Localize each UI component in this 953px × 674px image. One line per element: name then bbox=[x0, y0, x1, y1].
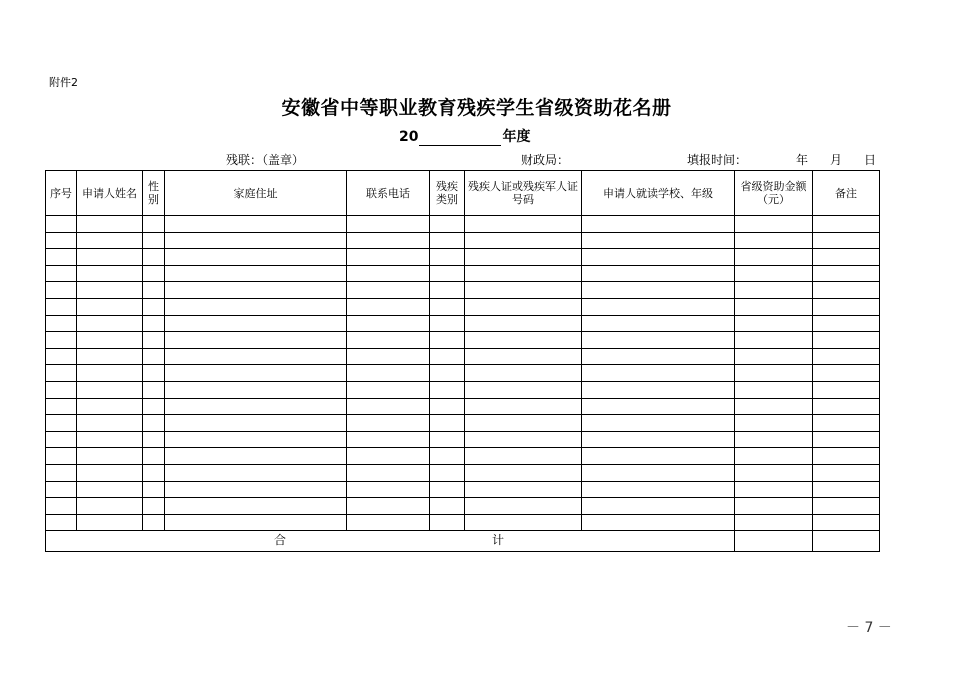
table-cell[interactable] bbox=[347, 464, 430, 481]
table-cell[interactable] bbox=[430, 431, 465, 448]
table-cell[interactable] bbox=[465, 282, 582, 299]
total-row bbox=[46, 531, 880, 552]
table-cell[interactable] bbox=[77, 315, 143, 332]
table-row bbox=[46, 481, 880, 498]
table-cell[interactable] bbox=[46, 332, 77, 349]
total-remarks-cell[interactable] bbox=[813, 531, 880, 552]
table-cell[interactable] bbox=[582, 431, 735, 448]
table-cell[interactable] bbox=[165, 332, 347, 349]
table-row bbox=[46, 365, 880, 382]
table-cell[interactable] bbox=[430, 265, 465, 282]
table-cell[interactable] bbox=[735, 298, 813, 315]
table-cell[interactable] bbox=[582, 514, 735, 531]
table-cell[interactable] bbox=[813, 332, 880, 349]
table-cell[interactable] bbox=[347, 448, 430, 465]
table-cell[interactable] bbox=[165, 448, 347, 465]
table-cell[interactable] bbox=[77, 498, 143, 515]
table-cell[interactable] bbox=[46, 216, 77, 233]
table-cell[interactable] bbox=[735, 415, 813, 432]
table-cell[interactable] bbox=[735, 216, 813, 233]
table-cell[interactable] bbox=[465, 398, 582, 415]
table-cell[interactable] bbox=[582, 381, 735, 398]
table-cell[interactable] bbox=[46, 232, 77, 249]
header-home-address: 家庭住址 bbox=[165, 171, 347, 216]
table-cell[interactable] bbox=[430, 232, 465, 249]
table-cell[interactable] bbox=[813, 265, 880, 282]
table-cell[interactable] bbox=[465, 298, 582, 315]
table-cell[interactable] bbox=[143, 398, 165, 415]
total-label-ji: 计 bbox=[492, 533, 505, 548]
table-cell[interactable] bbox=[582, 448, 735, 465]
table-cell[interactable] bbox=[582, 415, 735, 432]
year-blank[interactable] bbox=[419, 131, 501, 146]
table-cell[interactable] bbox=[165, 415, 347, 432]
table-cell[interactable] bbox=[46, 315, 77, 332]
table-cell[interactable] bbox=[46, 514, 77, 531]
table-cell[interactable] bbox=[582, 298, 735, 315]
table-cell[interactable] bbox=[582, 348, 735, 365]
table-cell[interactable] bbox=[582, 282, 735, 299]
table-cell[interactable] bbox=[143, 216, 165, 233]
table-cell[interactable] bbox=[165, 249, 347, 266]
table-cell[interactable] bbox=[430, 298, 465, 315]
header-index: 序号 bbox=[46, 171, 77, 216]
table-cell[interactable] bbox=[813, 216, 880, 233]
table-cell[interactable] bbox=[582, 265, 735, 282]
table-cell[interactable] bbox=[430, 282, 465, 299]
table-cell[interactable] bbox=[77, 282, 143, 299]
table-row bbox=[46, 282, 880, 299]
table-cell[interactable] bbox=[582, 249, 735, 266]
total-label-cell bbox=[46, 531, 735, 552]
table-cell[interactable] bbox=[77, 381, 143, 398]
roster-body bbox=[46, 216, 880, 531]
table-cell[interactable] bbox=[582, 464, 735, 481]
table-cell[interactable] bbox=[143, 415, 165, 432]
table-cell[interactable] bbox=[813, 232, 880, 249]
table-cell[interactable] bbox=[465, 365, 582, 382]
table-cell[interactable] bbox=[465, 332, 582, 349]
table-row bbox=[46, 249, 880, 266]
table-cell[interactable] bbox=[430, 481, 465, 498]
table-cell[interactable] bbox=[165, 265, 347, 282]
table-cell[interactable] bbox=[735, 365, 813, 382]
table-cell[interactable] bbox=[582, 481, 735, 498]
table-cell[interactable] bbox=[143, 464, 165, 481]
table-cell[interactable] bbox=[46, 398, 77, 415]
table-row bbox=[46, 315, 880, 332]
table-cell[interactable] bbox=[465, 514, 582, 531]
table-cell[interactable] bbox=[143, 348, 165, 365]
total-amount-cell[interactable] bbox=[735, 531, 813, 552]
table-cell[interactable] bbox=[813, 398, 880, 415]
table-cell[interactable] bbox=[143, 498, 165, 515]
table-cell[interactable] bbox=[813, 249, 880, 266]
table-cell[interactable] bbox=[46, 348, 77, 365]
table-cell[interactable] bbox=[347, 315, 430, 332]
table-cell[interactable] bbox=[430, 249, 465, 266]
table-cell[interactable] bbox=[430, 464, 465, 481]
table-cell[interactable] bbox=[46, 481, 77, 498]
table-cell[interactable] bbox=[813, 415, 880, 432]
table-cell[interactable] bbox=[465, 381, 582, 398]
table-cell[interactable] bbox=[77, 265, 143, 282]
table-cell[interactable] bbox=[430, 514, 465, 531]
table-cell[interactable] bbox=[347, 265, 430, 282]
table-row bbox=[46, 498, 880, 515]
table-cell[interactable] bbox=[813, 298, 880, 315]
table-cell[interactable] bbox=[143, 514, 165, 531]
page-number: － 7 － bbox=[846, 620, 892, 636]
table-cell[interactable] bbox=[77, 332, 143, 349]
finance-bureau-label: 财政局： bbox=[521, 153, 570, 167]
table-cell[interactable] bbox=[735, 514, 813, 531]
table-cell[interactable] bbox=[165, 365, 347, 382]
table-cell[interactable] bbox=[735, 448, 813, 465]
table-cell[interactable] bbox=[46, 448, 77, 465]
table-cell[interactable] bbox=[582, 315, 735, 332]
table-cell[interactable] bbox=[465, 431, 582, 448]
header-certificate-number: 残疾人证或残疾军人证号码 bbox=[465, 171, 582, 216]
table-cell[interactable] bbox=[165, 381, 347, 398]
page-title: 安徽省中等职业教育残疾学生省级资助花名册 bbox=[281, 97, 672, 119]
fill-date-label: 填报时间： bbox=[687, 153, 748, 167]
table-cell[interactable] bbox=[46, 265, 77, 282]
month-unit: 月 bbox=[830, 153, 843, 167]
header-remarks: 备注 bbox=[813, 171, 880, 216]
attachment-label: 附件2 bbox=[49, 76, 78, 89]
table-cell[interactable] bbox=[813, 348, 880, 365]
table-cell[interactable] bbox=[77, 216, 143, 233]
table-cell[interactable] bbox=[465, 448, 582, 465]
table-cell[interactable] bbox=[165, 498, 347, 515]
table-cell[interactable] bbox=[735, 431, 813, 448]
table-cell[interactable] bbox=[77, 514, 143, 531]
table-cell[interactable] bbox=[165, 481, 347, 498]
table-cell[interactable] bbox=[735, 282, 813, 299]
table-cell[interactable] bbox=[465, 348, 582, 365]
table-cell[interactable] bbox=[77, 431, 143, 448]
table-cell[interactable] bbox=[46, 282, 77, 299]
year-suffix: 年度 bbox=[502, 129, 531, 145]
table-cell[interactable] bbox=[582, 216, 735, 233]
table-cell[interactable] bbox=[582, 332, 735, 349]
table-cell[interactable] bbox=[165, 514, 347, 531]
header-phone: 联系电话 bbox=[347, 171, 430, 216]
table-cell[interactable] bbox=[77, 298, 143, 315]
table-cell[interactable] bbox=[165, 282, 347, 299]
table-cell[interactable] bbox=[165, 232, 347, 249]
table-cell[interactable] bbox=[143, 315, 165, 332]
year-prefix: 20 bbox=[399, 129, 419, 145]
table-cell[interactable] bbox=[465, 481, 582, 498]
table-cell[interactable] bbox=[77, 398, 143, 415]
table-cell[interactable] bbox=[347, 249, 430, 266]
header-school-grade: 申请人就读学校、年级 bbox=[582, 171, 735, 216]
table-cell[interactable] bbox=[165, 398, 347, 415]
table-cell[interactable] bbox=[735, 464, 813, 481]
table-cell[interactable] bbox=[46, 498, 77, 515]
table-cell[interactable] bbox=[347, 381, 430, 398]
table-cell[interactable] bbox=[735, 249, 813, 266]
table-cell[interactable] bbox=[347, 216, 430, 233]
disabled-federation-label: 残联：（盖章） bbox=[226, 153, 305, 167]
table-cell[interactable] bbox=[813, 498, 880, 515]
table-cell[interactable] bbox=[813, 481, 880, 498]
table-cell[interactable] bbox=[46, 249, 77, 266]
table-cell[interactable] bbox=[77, 415, 143, 432]
table-cell[interactable] bbox=[430, 398, 465, 415]
table-cell[interactable] bbox=[735, 398, 813, 415]
table-cell[interactable] bbox=[165, 464, 347, 481]
table-cell[interactable] bbox=[143, 298, 165, 315]
table-cell[interactable] bbox=[46, 415, 77, 432]
table-cell[interactable] bbox=[813, 381, 880, 398]
table-cell[interactable] bbox=[143, 249, 165, 266]
table-row bbox=[46, 232, 880, 249]
table-cell[interactable] bbox=[347, 514, 430, 531]
table-cell[interactable] bbox=[430, 315, 465, 332]
year-unit: 年 bbox=[796, 153, 809, 167]
table-row bbox=[46, 381, 880, 398]
table-cell[interactable] bbox=[347, 398, 430, 415]
table-cell[interactable] bbox=[813, 448, 880, 465]
table-cell[interactable] bbox=[77, 464, 143, 481]
table-cell[interactable] bbox=[46, 298, 77, 315]
table-cell[interactable] bbox=[465, 265, 582, 282]
table-cell[interactable] bbox=[735, 498, 813, 515]
table-row bbox=[46, 298, 880, 315]
table-row bbox=[46, 514, 880, 531]
table-cell[interactable] bbox=[465, 216, 582, 233]
table-cell[interactable] bbox=[143, 282, 165, 299]
table-cell[interactable] bbox=[143, 365, 165, 382]
table-cell[interactable] bbox=[735, 348, 813, 365]
table-cell[interactable] bbox=[430, 348, 465, 365]
table-cell[interactable] bbox=[143, 381, 165, 398]
table-cell[interactable] bbox=[735, 381, 813, 398]
table-cell[interactable] bbox=[465, 464, 582, 481]
table-cell[interactable] bbox=[143, 232, 165, 249]
table-cell[interactable] bbox=[813, 282, 880, 299]
table-cell[interactable] bbox=[77, 481, 143, 498]
table-cell[interactable] bbox=[77, 249, 143, 266]
table-cell[interactable] bbox=[430, 332, 465, 349]
table-row bbox=[46, 348, 880, 365]
header-subsidy-amount: 省级资助金额（元） bbox=[735, 171, 813, 216]
table-cell[interactable] bbox=[46, 464, 77, 481]
table-cell[interactable] bbox=[347, 332, 430, 349]
table-row bbox=[46, 216, 880, 233]
roster-table bbox=[45, 170, 880, 552]
header-gender: 性别 bbox=[143, 171, 165, 216]
table-cell[interactable] bbox=[143, 481, 165, 498]
table-row bbox=[46, 415, 880, 432]
table-cell[interactable] bbox=[813, 464, 880, 481]
table-cell[interactable] bbox=[813, 365, 880, 382]
table-cell[interactable] bbox=[143, 332, 165, 349]
table-cell[interactable] bbox=[46, 381, 77, 398]
table-cell[interactable] bbox=[347, 348, 430, 365]
table-cell[interactable] bbox=[46, 365, 77, 382]
table-row bbox=[46, 398, 880, 415]
table-cell[interactable] bbox=[347, 298, 430, 315]
table-cell[interactable] bbox=[813, 431, 880, 448]
table-cell[interactable] bbox=[465, 498, 582, 515]
table-cell[interactable] bbox=[582, 365, 735, 382]
table-cell[interactable] bbox=[347, 431, 430, 448]
table-cell[interactable] bbox=[465, 232, 582, 249]
table-row bbox=[46, 332, 880, 349]
table-cell[interactable] bbox=[347, 282, 430, 299]
table-row bbox=[46, 431, 880, 448]
table-cell[interactable] bbox=[465, 249, 582, 266]
table-cell[interactable] bbox=[165, 315, 347, 332]
table-cell[interactable] bbox=[165, 298, 347, 315]
table-row bbox=[46, 448, 880, 465]
table-cell[interactable] bbox=[143, 448, 165, 465]
table-cell[interactable] bbox=[735, 265, 813, 282]
table-cell[interactable] bbox=[465, 315, 582, 332]
table-cell[interactable] bbox=[347, 232, 430, 249]
table-row bbox=[46, 265, 880, 282]
day-unit: 日 bbox=[864, 153, 877, 167]
table-cell[interactable] bbox=[165, 431, 347, 448]
table-cell[interactable] bbox=[813, 315, 880, 332]
table-cell[interactable] bbox=[347, 498, 430, 515]
table-cell[interactable] bbox=[430, 498, 465, 515]
total-label-he: 合 bbox=[274, 533, 287, 548]
table-cell[interactable] bbox=[165, 216, 347, 233]
table-cell[interactable] bbox=[77, 448, 143, 465]
header-disability-type: 残疾类别 bbox=[430, 171, 465, 216]
table-cell[interactable] bbox=[582, 398, 735, 415]
header-applicant-name: 申请人姓名 bbox=[77, 171, 143, 216]
table-cell[interactable] bbox=[430, 381, 465, 398]
table-cell[interactable] bbox=[430, 415, 465, 432]
year-line bbox=[399, 126, 530, 146]
table-cell[interactable] bbox=[735, 232, 813, 249]
table-cell[interactable] bbox=[582, 498, 735, 515]
table-cell[interactable] bbox=[46, 431, 77, 448]
table-cell[interactable] bbox=[735, 481, 813, 498]
table-cell[interactable] bbox=[430, 448, 465, 465]
table-cell[interactable] bbox=[165, 348, 347, 365]
table-cell[interactable] bbox=[77, 365, 143, 382]
table-row bbox=[46, 464, 880, 481]
table-cell[interactable] bbox=[347, 415, 430, 432]
table-cell[interactable] bbox=[430, 365, 465, 382]
table-cell[interactable] bbox=[77, 232, 143, 249]
table-cell[interactable] bbox=[735, 315, 813, 332]
table-cell[interactable] bbox=[813, 514, 880, 531]
table-cell[interactable] bbox=[582, 232, 735, 249]
header-row bbox=[46, 171, 880, 216]
table-cell[interactable] bbox=[143, 431, 165, 448]
table-cell[interactable] bbox=[430, 216, 465, 233]
table-cell[interactable] bbox=[77, 348, 143, 365]
table-cell[interactable] bbox=[143, 265, 165, 282]
table-cell[interactable] bbox=[465, 415, 582, 432]
table-cell[interactable] bbox=[735, 332, 813, 349]
table-cell[interactable] bbox=[347, 365, 430, 382]
table-cell[interactable] bbox=[347, 481, 430, 498]
